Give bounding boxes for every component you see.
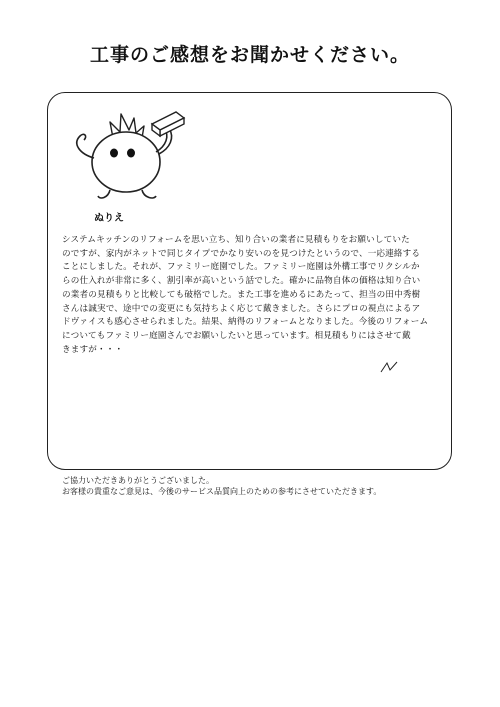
form-title: 工事のご感想をお聞かせください。	[89, 44, 410, 66]
footer-note: ご協力いただきありがとうございました。 お客様の貴重なご意見は、今後のサービス品質向上のための参考にさせていただきます。	[62, 476, 382, 496]
mascot-holding-block-icon	[58, 100, 198, 210]
review-text: システムキッチンのリフォームを思い立ち、知り合いの業者に見積もりをお願いしていた のですが、家内がネットで同じタイプでかなり安いのを見つけたというので、一応連絡する ことにしました。それが、ファミリー庭園でした。ファミリー庭園は外構工事でリクシルか らの仕入れが非常に多く、割引率が高いという話でした。確かに品物自体の価格は知り合い の業者の見積もりと比較しても破格でした。また工事を進めるにあたって、担当の田中秀樹 さんは誠実で、途中での変更にも気持ちよく応じて戴きました。さらにプロの視点によるア ドヴァイスも感心させられました。結果、納得のリフォームとなりました。今後のリフォーム についてもファミリー庭園さんでお願いしたいと思っています。相見積もりにはさせて戴 きますが・・・	[62, 235, 429, 355]
mascot-label: ぬりえ	[94, 213, 124, 224]
handwritten-mark-icon	[377, 360, 407, 378]
